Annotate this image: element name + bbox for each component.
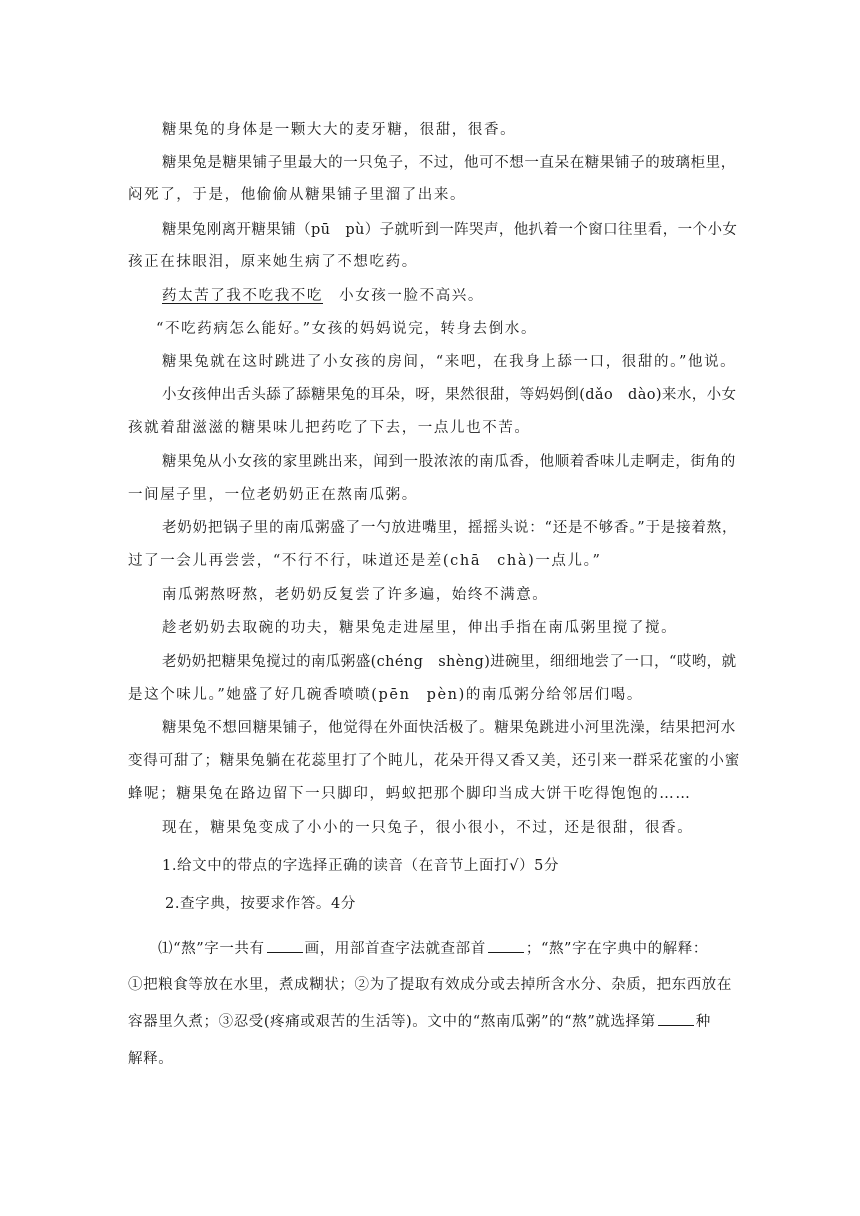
question-text: 画，用部首查字法就查部首 <box>304 941 486 957</box>
story-paragraph: 糖果兔就在这时跳进了小女孩的房间，“来吧，在我身上舔一口，很甜的。”他说。 <box>162 354 737 370</box>
story-paragraph-continuation: 过了一会儿再尝尝，“不行不行，味道还是差(chā chà)一点儿。” <box>128 553 602 569</box>
question-2-definitions: ①把粮食等放在水里，煮成糊状；②为了提取有效成分或去掉所含水分、杂质，把东西放在 <box>128 977 732 993</box>
story-paragraph <box>162 284 484 305</box>
story-paragraph: 糖果兔是糖果铺子里最大的一只兔子，不过，他可不想一直呆在糖果铺子的玻璃柜里， <box>162 155 736 171</box>
question-2-part-1 <box>158 937 708 958</box>
answer-blank[interactable] <box>488 938 524 953</box>
story-paragraph-continuation: 孩正在抹眼泪，原来她生病了不想吃药。 <box>128 254 418 270</box>
story-text-span: 小女孩一脸不高兴。 <box>323 288 484 304</box>
story-paragraph-continuation: 闷死了，于是，他偷偷从糖果铺子里溜了出来。 <box>128 187 467 203</box>
story-paragraph-continuation: 孩就着甜滋滋的糖果味儿把药吃了下去，一点儿也不苦。 <box>128 420 531 436</box>
question-text: ⑴“熬”字一共有 <box>158 941 265 957</box>
question-text: ；“熬”字在字典中的解释： <box>525 941 708 957</box>
story-paragraph-continuation: 一间屋子里，一位老奶奶正在熬南瓜粥。 <box>128 487 418 503</box>
underlined-quote: 药太苦了我不吃我不吃 <box>162 288 323 304</box>
story-paragraph: 南瓜粥熬呀熬，老奶奶反复尝了许多遍，始终不满意。 <box>162 587 549 603</box>
story-paragraph-continuation: 是这个味儿。”她盛了好几碗香喷喷(pēn pèn)的南瓜粥分给邻居们喝。 <box>128 687 643 703</box>
question-1: 1.给文中的带点的字选择正确的读音（在音节上面打√）5分 <box>162 858 560 874</box>
story-paragraph: 糖果兔刚离开糖果铺（pū pù）子就听到一阵哭声，他扒着一个窗口往里看，一个小女 <box>162 222 738 238</box>
story-paragraph: “不吃药病怎么能好。”女孩的妈妈说完，转身去倒水。 <box>156 321 538 337</box>
story-paragraph: 趁老奶奶去取碗的功夫，糖果兔走进屋里，伸出手指在南瓜粥里搅了搅。 <box>162 620 678 636</box>
story-paragraph-continuation: 蜂呢；糖果兔在路边留下一只脚印，蚂蚁把那个脚印当成大饼干吃得饱饱的…… <box>128 786 692 802</box>
question-text: 容器里久煮；③忍受(疼痛或艰苦的生活等)。文中的“熬南瓜粥”的“熬”就选择第 <box>128 1014 656 1030</box>
question-2-definitions <box>128 1010 711 1031</box>
story-paragraph: 糖果兔不想回糖果铺子，他觉得在外面快活极了。糖果兔跳进小河里洗澡，结果把河水 <box>162 720 736 736</box>
story-paragraph: 老奶奶把锅子里的南瓜粥盛了一勺放进嘴里，摇摇头说：“还是不够香。”于是接着熬， <box>162 520 738 536</box>
story-paragraph: 老奶奶把糖果兔搅过的南瓜粥盛(chéng shèng)进碗里，细细地尝了一口，“哎哟，就 <box>162 654 737 670</box>
story-paragraph: 糖果兔的身体是一颗大大的麦牙糖，很甜，很香。 <box>162 122 517 138</box>
question-2-definitions: 解释。 <box>128 1051 174 1067</box>
story-paragraph-continuation: 变得可甜了；糖果兔躺在花蕊里打了个盹儿，花朵开得又香又美，还引来一群采花蜜的小蜜 <box>128 753 740 769</box>
story-paragraph: 现在，糖果兔变成了小小的一只兔子，很小很小，不过，还是很甜，很香。 <box>162 820 694 836</box>
story-paragraph: 糖果兔从小女孩的家里跳出来，闻到一股浓浓的南瓜香，他顺着香味儿走啊走，街角的 <box>162 454 736 470</box>
question-text: 种 <box>695 1014 711 1030</box>
question-2: 2.查字典，按要求作答。4分 <box>165 896 356 912</box>
story-paragraph: 小女孩伸出舌头舔了舔糖果兔的耳朵，呀，果然很甜，等妈妈倒(dǎo dào)来水，小女 <box>162 387 737 403</box>
answer-blank[interactable] <box>658 1011 694 1026</box>
answer-blank[interactable] <box>267 938 303 953</box>
